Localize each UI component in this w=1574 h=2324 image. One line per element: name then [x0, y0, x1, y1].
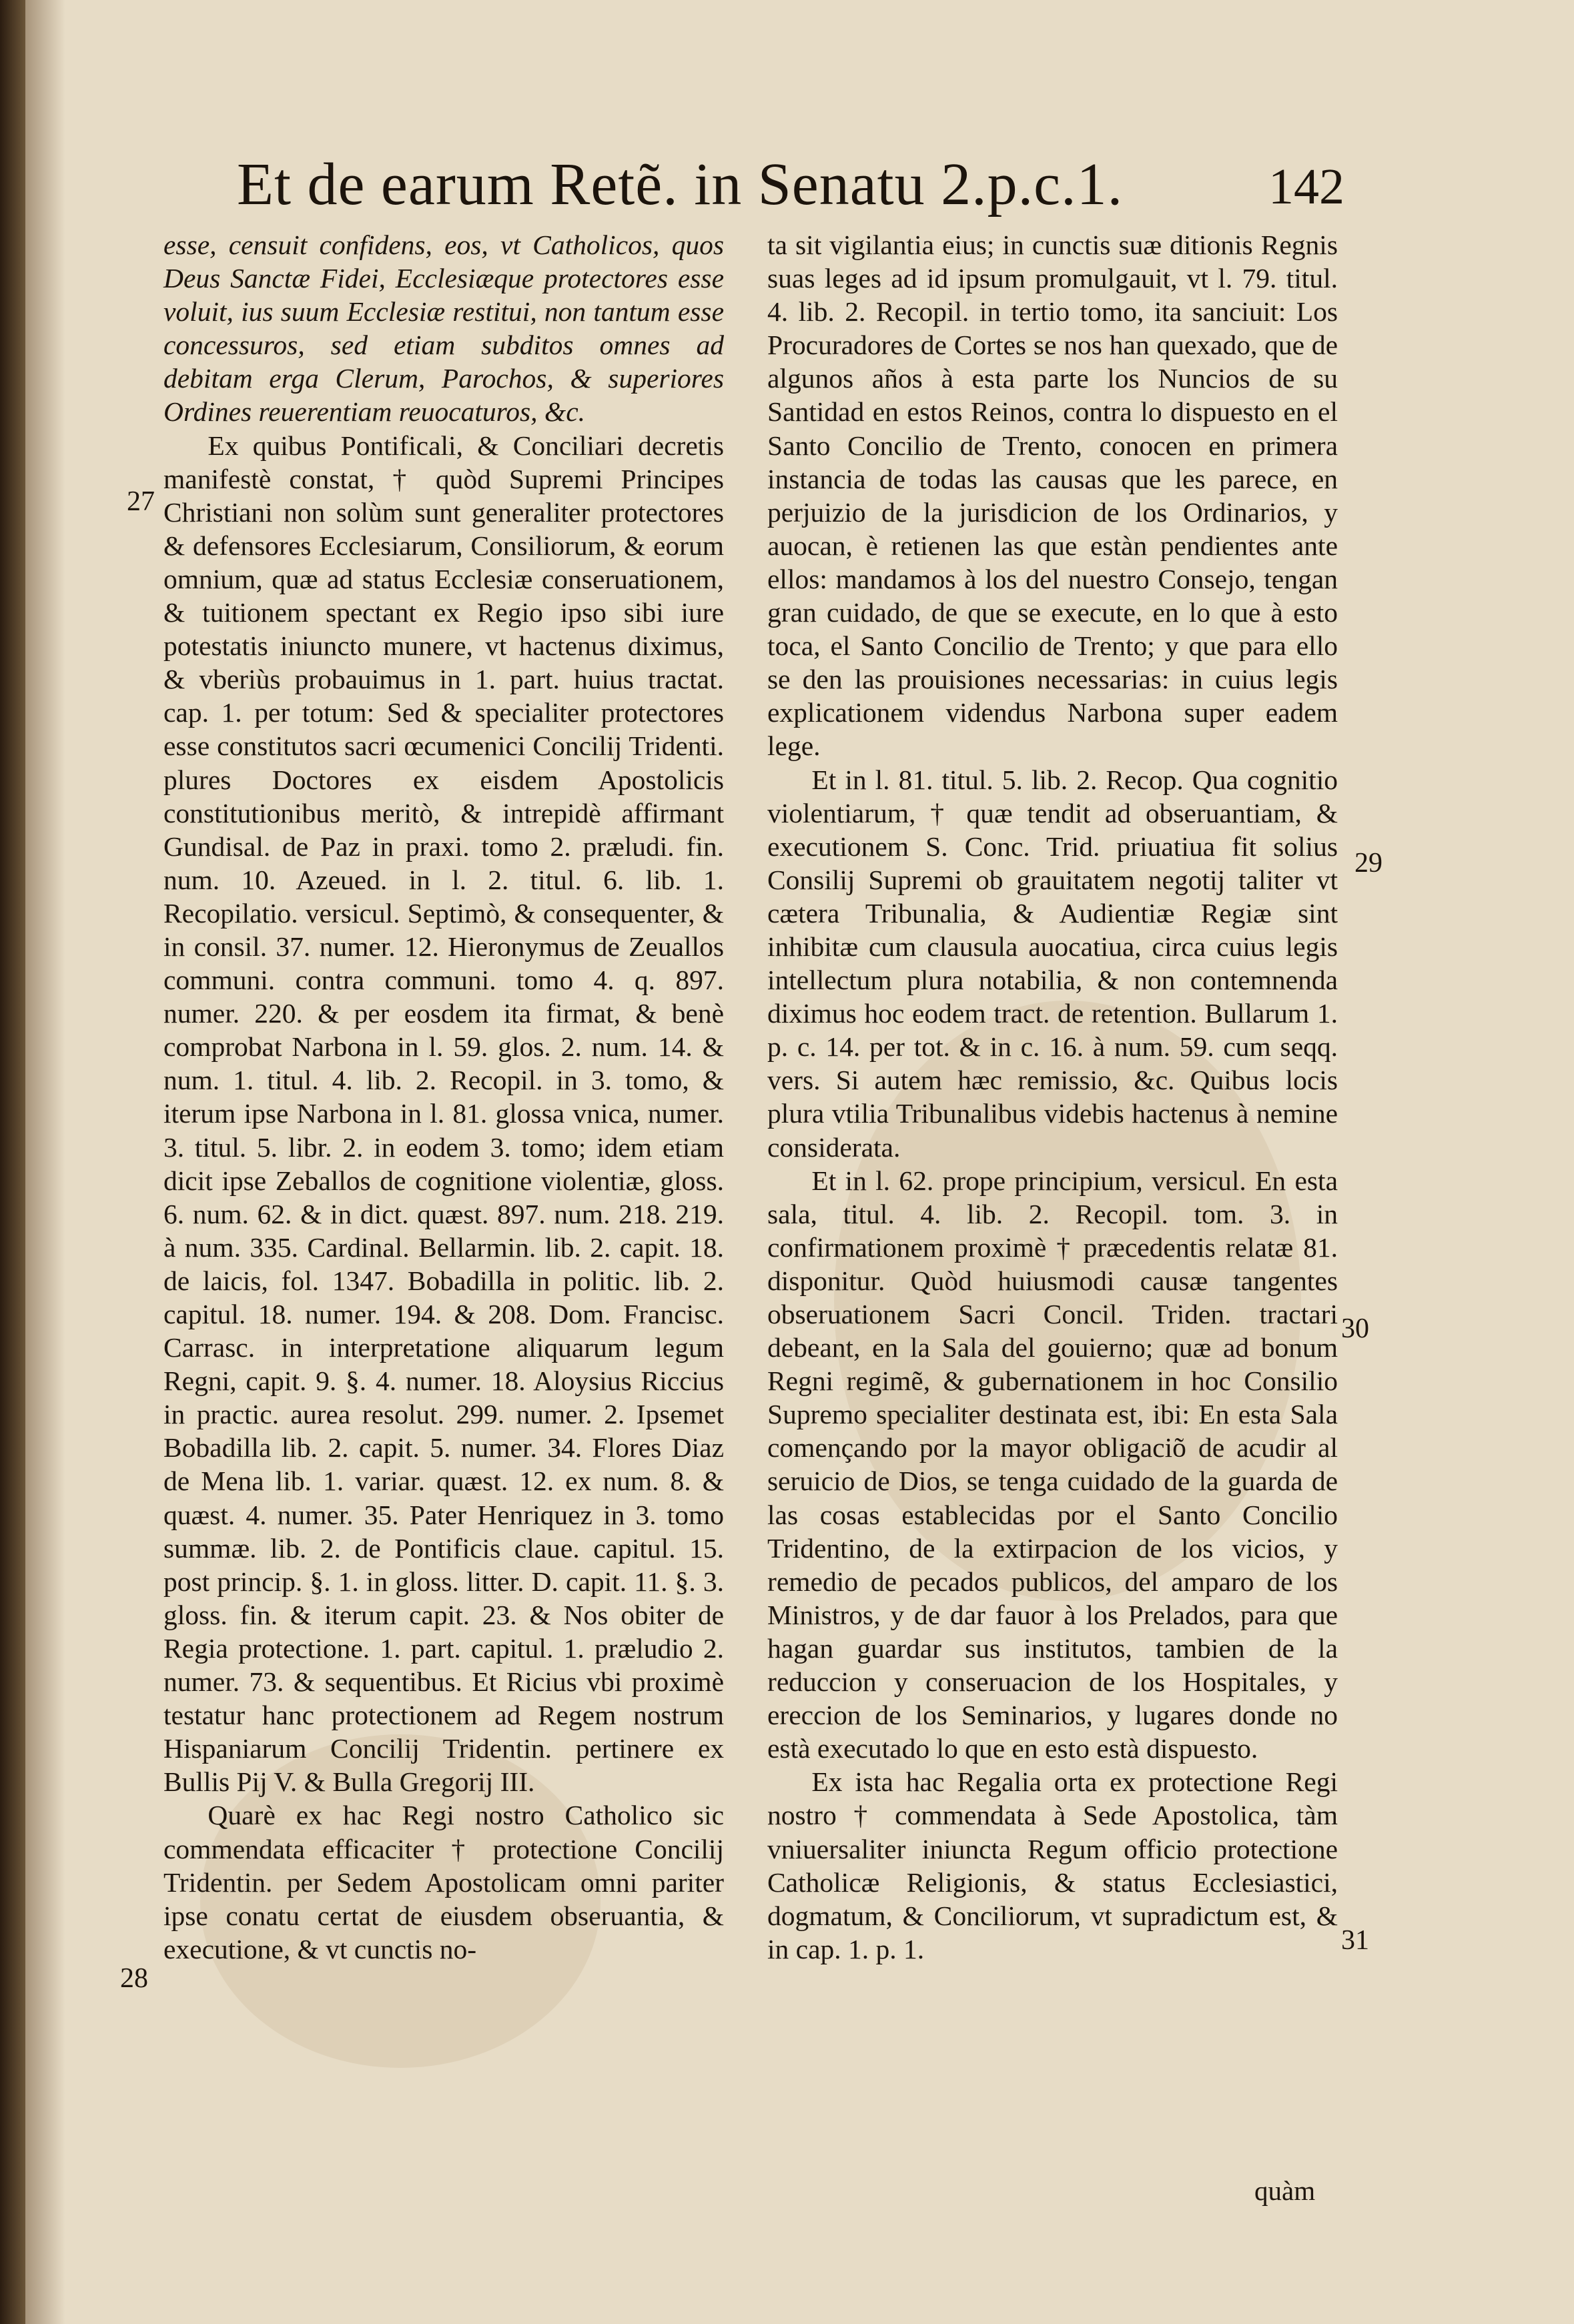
right-column [767, 228, 1338, 1966]
catchword: quàm [1254, 2175, 1316, 2206]
paragraph: Quarè ex hac Regi nostro Catholico sic commendata efficaciter † protectione Concilij Tridentin. per Sedem Apostolicam omni pariter ipse conatu certat de eiusdem obseruantia, & executione, & vt cunctis no- [163, 1800, 724, 1964]
paragraph: Et in l. 62. prope principium, versicul. En esta sala, titul. 4. lib. 2. Recopil. tom. 3. in confirmationem proximè † præcedentis relatæ 81. disponitur. Quòd huiusmodi causæ tangentes obseruationem Sacri Concil. Triden. tractari debeant, en la Sala del gouierno; quæ ad bonum Regni regimẽ, & gubernationem in hoc Consilio Supremo specialiter destinata est, ibi: En esta Sala començando por la mayor obligaciõ de acudir al seruicio de Dios, se tenga cuidado de la guarda de las cosas establecidas por el Santo Concilio Tridentino, de la extirpacion de los vicios, y remedio de pecados publicos, del amparo de los Ministros, y de dar fauor à los Prelados, para que hagan guardar sus institutos, tambien de la reduccion y conseruacion de los Hospitales, y ereccion de los Seminarios, y lugares donde no està executado lo que en esto està dispuesto. [767, 1165, 1338, 1764]
binding-gutter [0, 0, 25, 2324]
running-header [237, 150, 1344, 223]
paragraph: Et in l. 81. titul. 5. lib. 2. Recop. Qua cognitio violentiarum, † quæ tendit ad obseruantiam, & executionem S. Conc. Trid. priuatiua fit solius Consilij Supremi ob grauitatem negotij taliter vt cætera Tribunalia, & Audientiæ Regiæ sint inhibitæ cum clausula auocatiua, circa cuius legis intellectum plura notabilia, & non contemnenda diximus hoc eodem tract. de retention. Bullarum 1. p. c. 14. per tot. & in c. 16. à num. 59. cum seqq. vers. Si autem hæc remissio, &c. Quibus locis plura vtilia Tribunalibus videbis hactenus à nemine considerata. [767, 764, 1338, 1163]
paragraph: ta sit vigilantia eius; in cunctis suæ ditionis Regnis suas leges ad id ipsum promulgauit, vt l. 79. titul. 4. lib. 2. Recopil. in tertio tomo, ita sanciuit: Los Procuradores de Cortes se nos han quexado, que de algunos años à esta parte los Nuncios de su Santidad en estos Reinos, contra lo dispuesto en el Santo Concilio de Trento, conocen en primera instancia de todas las causas que les parece, en perjuizio de la jurisdicion de los Ordinarios, y auocan, è retienen las que estàn pendientes ante ellos: mandamos à los del nuestro Consejo, tengan gran cuidado, de que se execute, en lo que à esto toca, el Santo Concilio de Trento; y que para ello se den las prouisiones necessarias: in cuius legis explicationem videndus Narbona super eadem lege. [767, 229, 1338, 762]
marginal-number: 31 [1341, 1925, 1369, 1956]
left-column [163, 228, 724, 1966]
marginal-number: 28 [120, 1963, 148, 1994]
marginal-number: 27 [127, 486, 155, 517]
page-number: 142 [1268, 159, 1344, 215]
marginal-number: 30 [1341, 1313, 1369, 1344]
marginal-number: 29 [1354, 848, 1383, 879]
page-edge-shadow [25, 0, 65, 2324]
paragraph: esse, censuit confidens, eos, vt Catholicos, quos Deus Sanctæ Fidei, Ecclesiæque protectores esse voluit, ius suum Ecclesiæ restitui, non tantum esse concessuros, sed etiam subditos omnes ad debitam erga Clerum, Parochos, & superiores Ordines reuerentiam reuocaturos, &c. [163, 229, 724, 428]
paragraph: Ex ista hac Regalia orta ex protectione Regi nostro † commendata à Sede Apostolica, tàm vniuersaliter iniuncta Regum officio protectione Catholicæ Religionis, & status Ecclesiastici, dogmatum, & Conciliorum, vt supradictum est, & in cap. 1. p. 1. [767, 1766, 1338, 1964]
running-title: Et de earum Retẽ. in Senatu 2.p.c.1. [237, 151, 1124, 217]
paragraph: Ex quibus Pontificali, & Conciliari decretis manifestè constat, † quòd Supremi Principes Christiani non solùm sunt generaliter protectores & defensores Ecclesiarum, Consiliorum, & eorum omnium, quæ ad status Ecclesiæ conseruationem, & tuitionem spectant ex Regio ipso sibi iure potestatis iniuncto munere, vt hactenus diximus, & vberiùs probauimus in 1. part. huius tractat. cap. 1. per totum: Sed & specialiter protectores esse constitutos sacri œcumenici Concilij Tridenti. plures Doctores ex eisdem Apostolicis constitutionibus meritò, & intrepidè affirmant Gundisal. de Paz in praxi. tomo 2. præludi. fin. num. 10. Azeued. in l. 2. titul. 6. lib. 1. Recopilatio. versicul. Septimò, & consequenter, & in consil. 37. numer. 12. Hieronymus de Zeuallos communi. contra communi. tomo 4. q. 897. numer. 220. & per eosdem ita firmat, & benè comprobat Narbona in l. 59. glos. 2. num. 14. & num. 1. titul. 4. lib. 2. Recopil. in 3. tomo, & iterum ipse Narbona in l. 81. glossa vnica, numer. 3. titul. 5. libr. 2. in eodem 3. tomo; idem etiam dicit ipse Zeballos de cognitione violentiæ, gloss. 6. num. 62. & in dict. quæst. 897. num. 218. 219. à num. 335. Cardinal. Bellarmin. lib. 2. capit. 18. de laicis, fol. 1347. Bobadilla in politic. lib. 2. capitul. 18. numer. 194. & 208. Dom. Francisc. Carrasc. in interpretatione aliquarum legum Regni, capit. 9. §. 4. numer. 18. Aloysius Riccius in practic. aurea resolut. 299. numer. 2. Ipsemet Bobadilla lib. 2. capit. 5. numer. 34. Flores Diaz de Mena lib. 1. variar. quæst. 12. ex num. 8. & quæst. 4. numer. 35. Pater Henriquez in 3. tomo summæ. lib. 2. de Pontificis claue. capitul. 15. post princip. §. 1. in gloss. litter. D. capit. 11. §. 3. gloss. fin. & iterum capit. 23. & Nos obiter de Regia protectione. 1. part. capitul. 1. præludio 2. numer. 73. & sequentibus. Et Ricius vbi proximè testatur hanc protectionem ad Regem nostrum Hispaniarum Concilij Tridentin. pertinere ex Bullis Pij V. & Bulla Gregorij III. [163, 430, 724, 1798]
